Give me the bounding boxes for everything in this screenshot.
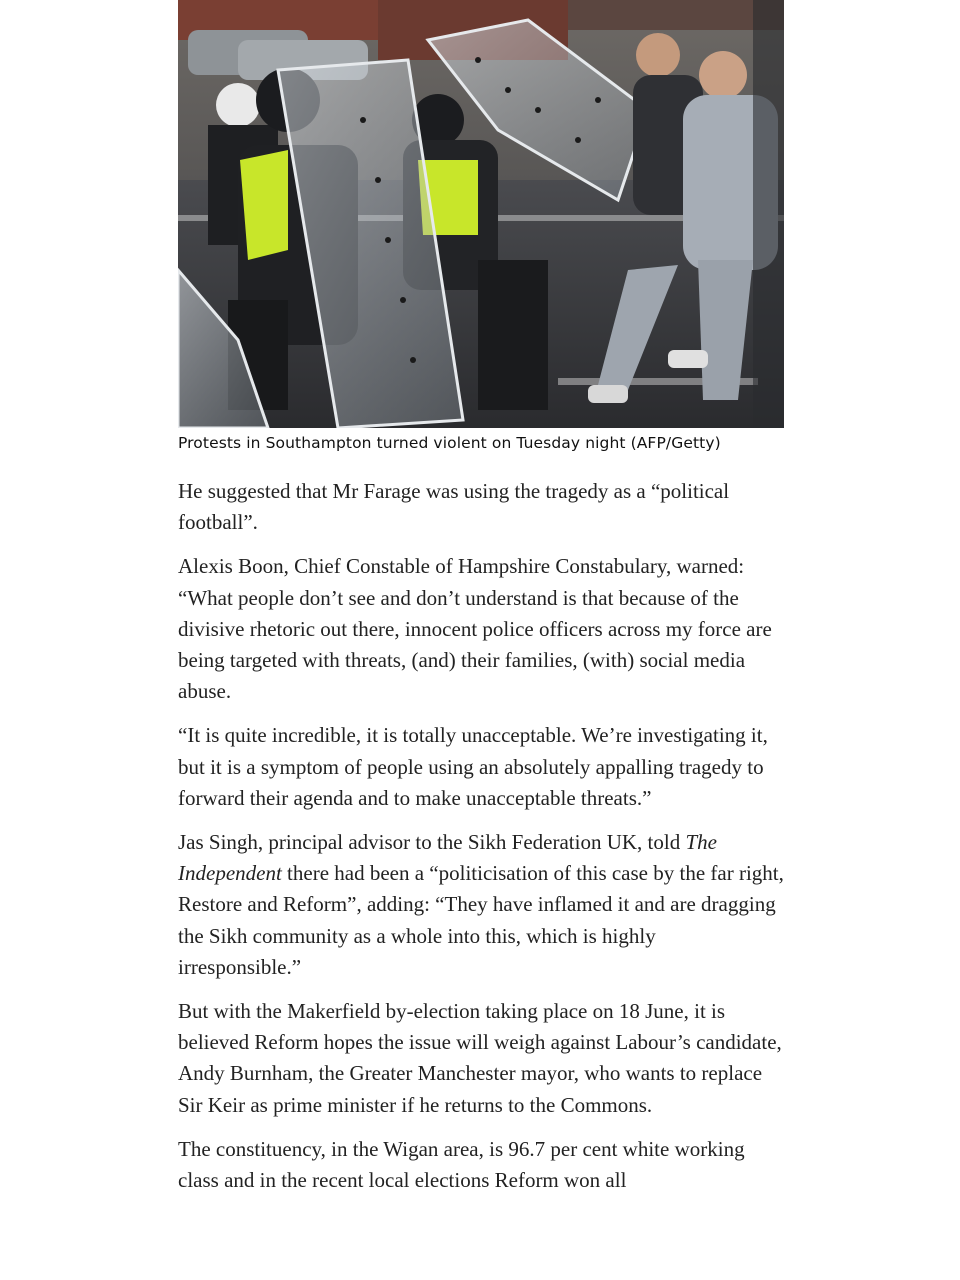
paragraph-4 xyxy=(178,827,784,983)
photo-caption: Protests in Southampton turned violent on Tuesday night (AFP/Getty) xyxy=(178,434,721,452)
paragraph-5: But with the Makerfield by-election taking place on 18 June, it is believed Reform hopes the issue will weigh against Labour’s candidate, Andy Burnham, the Greater Manchester mayor, who wants to replace Sir Keir as prime minister if he returns to the Commons. xyxy=(178,999,782,1117)
article xyxy=(178,0,784,1209)
paragraph-2: Alexis Boon, Chief Constable of Hampshire Constabulary, warned: “What people don’t see and don’t understand is that because of the divisive rhetoric out there, innocent police officers across my force are being targeted with threats, (and) their families, (with) social media abuse. xyxy=(178,554,772,704)
article-figure xyxy=(178,0,784,454)
paragraph-6: The constituency, in the Wigan area, is 96.7 per cent white working class and in the recent local elections Reform won all xyxy=(178,1136,745,1193)
paragraph-1: He suggested that Mr Farage was using the tragedy as a “political football”. xyxy=(178,479,730,535)
paragraph-4-after: there had been a “politicisation of this case by the far right, Restore and Reform”, adding: “They have inflamed it and are dragging the Sikh community as a whole into this, which is highly irresponsible.” xyxy=(178,861,784,979)
paragraph-3: “It is quite incredible, it is totally unacceptable. We’re investigating it, but it is a symptom of people using an absolutely appalling tragedy to forward their agenda and to make unacceptable threats.” xyxy=(178,723,768,810)
publication-name: The Independent xyxy=(178,830,717,886)
paragraph-4-before: Jas Singh, principal advisor to the Sikh Federation UK, told xyxy=(178,830,686,855)
article-body xyxy=(178,476,784,1196)
protest-photo xyxy=(178,0,784,428)
